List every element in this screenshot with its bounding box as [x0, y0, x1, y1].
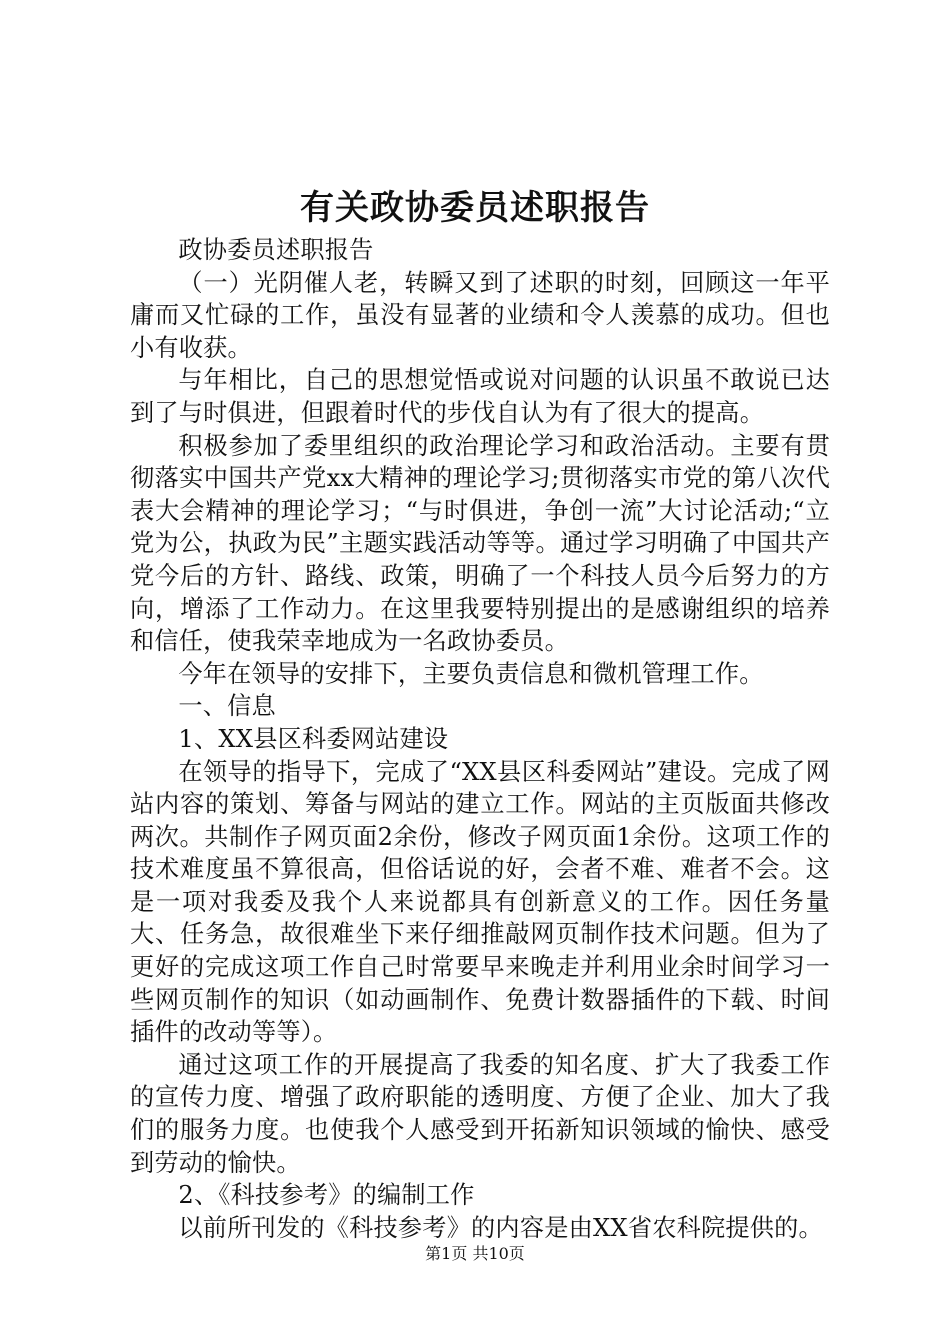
paragraph: 积极参加了委里组织的政治理论学习和政治活动。主要有贯彻落实中国共产党xx大精神的理论学习;贯彻落实市党的第八次代表大会精神的理论学习；“与时俱进，争创一流”大讨论活动;“立党为公，执政为民”主题实践活动等等。通过学习明确了中国共产党今后的方针、路线、政策，明确了一个科技人员今后努力的方向，增添了工作动力。在这里我要特别提出的是感谢组织的培养和信任，使我荣幸地成为一名政协委员。: [130, 431, 830, 656]
paragraph: 以前所刊发的《科技参考》的内容是由XX省农科院提供的。: [178, 1213, 823, 1242]
subsection-heading: 1、XX县区科委网站建设: [178, 724, 449, 753]
section-heading: 一、信息: [178, 692, 276, 721]
paragraph: （一）光阴催人老，转瞬又到了述职的时刻，回顾这一年平庸而又忙碌的工作，虽没有显著的业绩和令人羡慕的成功。但也小有收获。: [130, 268, 830, 362]
document-body: [130, 234, 830, 1244]
page-number-footer: 第1页 共10页: [425, 1244, 525, 1263]
paragraph: 政协委员述职报告: [178, 236, 374, 264]
document-title: 有关政协委员述职报告: [300, 188, 650, 228]
paragraph: 在领导的指导下，完成了“XX县区科委网站”建设。完成了网站内容的策划、筹备与网站的建立工作。网站的主页版面共修改两次。共制作子网页面2余份，修改子网页面1余份。这项工作的技术难度虽不算很高，但俗话说的好，会者不难、难者不会。这是一项对我委及我个人来说都具有创新意义的工作。因任务量大、任务急，故很难坐下来仔细推敲网页制作技术问题。但为了更好的完成这项工作自己时常要早来晚走并利用业余时间学习一些网页制作的知识（如动画制作、免费计数器插件的下载、时间插件的改动等等）。: [130, 757, 830, 1047]
paragraph: 今年在领导的安排下，主要负责信息和微机管理工作。: [178, 659, 764, 688]
paragraph: 通过这项工作的开展提高了我委的知名度、扩大了我委工作的宣传力度、增强了政府职能的透明度、方便了企业、加大了我们的服务力度。也使我个人感受到开拓新知识领域的愉快、感受到劳动的愉快。: [130, 1050, 830, 1177]
paragraph: 与年相比，自己的思想觉悟或说对问题的认识虽不敢说已达到了与时俱进，但跟着时代的步伐自认为有了很大的提高。: [130, 366, 830, 427]
subsection-heading: 2、《科技参考》的编制工作: [178, 1181, 475, 1210]
